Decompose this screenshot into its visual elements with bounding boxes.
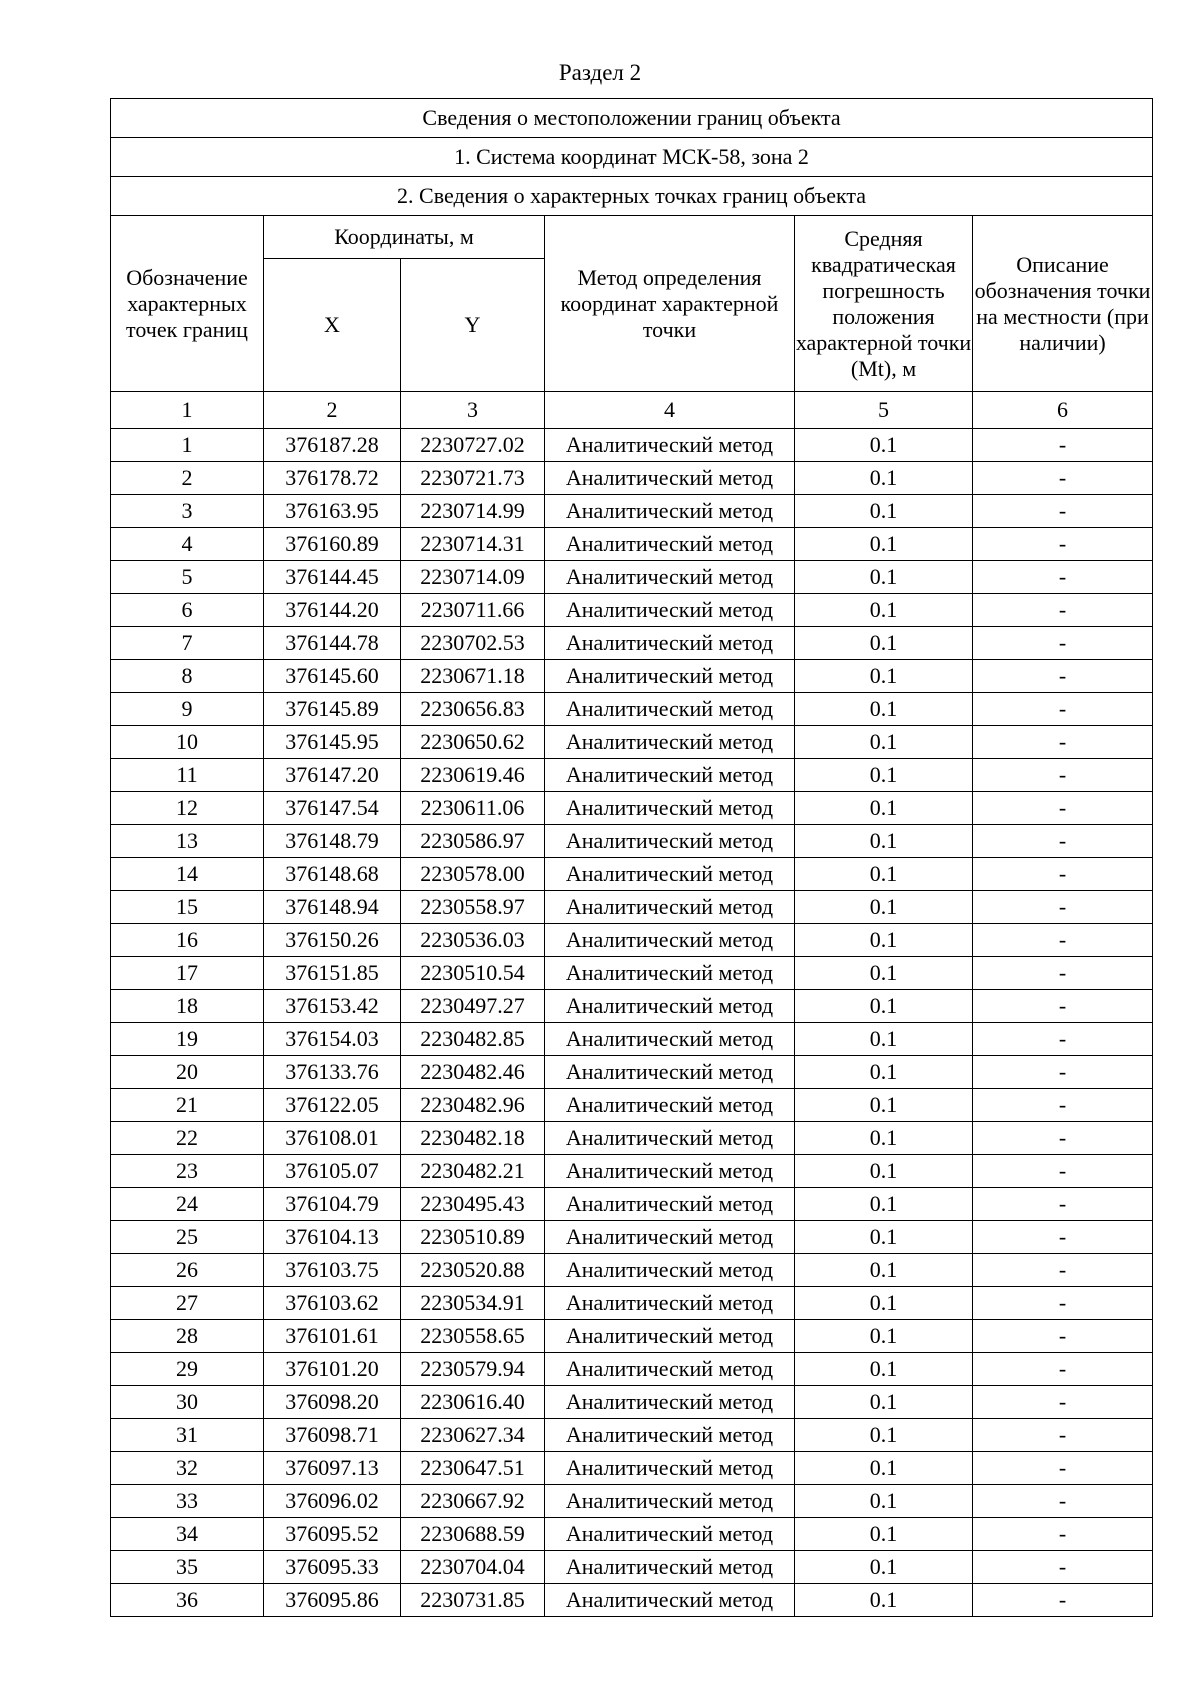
error-cell: 0.1 xyxy=(795,1023,973,1056)
y-coordinate-cell: 2230650.62 xyxy=(401,726,545,759)
x-coordinate-cell: 376178.72 xyxy=(264,462,401,495)
table-row xyxy=(111,528,1153,561)
point-number-cell: 25 xyxy=(111,1221,264,1254)
y-coordinate-cell: 2230731.85 xyxy=(401,1584,545,1617)
point-number-cell: 15 xyxy=(111,891,264,924)
table-row xyxy=(111,924,1153,957)
point-number-cell: 11 xyxy=(111,759,264,792)
error-cell: 0.1 xyxy=(795,792,973,825)
method-cell: Аналитический метод xyxy=(545,924,795,957)
x-coordinate-cell: 376133.76 xyxy=(264,1056,401,1089)
point-number-cell: 2 xyxy=(111,462,264,495)
error-cell: 0.1 xyxy=(795,1254,973,1287)
error-cell: 0.1 xyxy=(795,1287,973,1320)
table-row xyxy=(111,429,1153,462)
point-number-cell: 34 xyxy=(111,1518,264,1551)
column-number-row xyxy=(111,392,1153,429)
x-coordinate-cell: 376147.20 xyxy=(264,759,401,792)
point-number-cell: 3 xyxy=(111,495,264,528)
error-cell: 0.1 xyxy=(795,1221,973,1254)
method-cell: Аналитический метод xyxy=(545,792,795,825)
error-cell: 0.1 xyxy=(795,1419,973,1452)
column-number: 2 xyxy=(264,392,401,429)
table-row xyxy=(111,858,1153,891)
method-cell: Аналитический метод xyxy=(545,858,795,891)
x-coordinate-cell: 376151.85 xyxy=(264,957,401,990)
description-cell: - xyxy=(973,825,1153,858)
point-number-cell: 26 xyxy=(111,1254,264,1287)
section-title: Раздел 2 xyxy=(558,60,642,85)
table-row xyxy=(111,1056,1153,1089)
point-number-cell: 31 xyxy=(111,1419,264,1452)
y-coordinate-cell: 2230656.83 xyxy=(401,693,545,726)
table-row xyxy=(111,726,1153,759)
point-number-cell: 22 xyxy=(111,1122,264,1155)
x-coordinate-cell: 376145.95 xyxy=(264,726,401,759)
table-row xyxy=(111,495,1153,528)
description-cell: - xyxy=(973,1419,1153,1452)
y-coordinate-cell: 2230497.27 xyxy=(401,990,545,1023)
error-cell: 0.1 xyxy=(795,1485,973,1518)
column-number: 5 xyxy=(795,392,973,429)
description-cell: - xyxy=(973,990,1153,1023)
method-cell: Аналитический метод xyxy=(545,1320,795,1353)
x-coordinate-cell: 376101.20 xyxy=(264,1353,401,1386)
x-coordinate-cell: 376148.94 xyxy=(264,891,401,924)
description-cell: - xyxy=(973,957,1153,990)
method-cell: Аналитический метод xyxy=(545,1452,795,1485)
point-number-cell: 33 xyxy=(111,1485,264,1518)
method-cell: Аналитический метод xyxy=(545,1518,795,1551)
method-cell: Аналитический метод xyxy=(545,1584,795,1617)
point-number-cell: 13 xyxy=(111,825,264,858)
error-cell: 0.1 xyxy=(795,1155,973,1188)
y-coordinate-cell: 2230647.51 xyxy=(401,1452,545,1485)
point-number-cell: 12 xyxy=(111,792,264,825)
point-number-cell: 8 xyxy=(111,660,264,693)
error-cell: 0.1 xyxy=(795,660,973,693)
table-body xyxy=(111,429,1153,1617)
header-method: Метод определения координат характерной точки xyxy=(545,216,795,392)
column-number: 4 xyxy=(545,392,795,429)
x-coordinate-cell: 376160.89 xyxy=(264,528,401,561)
description-cell: - xyxy=(973,1122,1153,1155)
method-cell: Аналитический метод xyxy=(545,825,795,858)
point-number-cell: 29 xyxy=(111,1353,264,1386)
description-cell: - xyxy=(973,495,1153,528)
x-coordinate-cell: 376103.75 xyxy=(264,1254,401,1287)
error-cell: 0.1 xyxy=(795,891,973,924)
method-cell: Аналитический метод xyxy=(545,693,795,726)
x-coordinate-cell: 376144.78 xyxy=(264,627,401,660)
y-coordinate-cell: 2230520.88 xyxy=(401,1254,545,1287)
method-cell: Аналитический метод xyxy=(545,759,795,792)
table-title: Сведения о местоположении границ объекта xyxy=(111,99,1153,138)
method-cell: Аналитический метод xyxy=(545,1419,795,1452)
point-number-cell: 30 xyxy=(111,1386,264,1419)
x-coordinate-cell: 376095.33 xyxy=(264,1551,401,1584)
x-coordinate-cell: 376101.61 xyxy=(264,1320,401,1353)
point-number-cell: 23 xyxy=(111,1155,264,1188)
table-row xyxy=(111,1353,1153,1386)
table-row xyxy=(111,1485,1153,1518)
error-cell: 0.1 xyxy=(795,957,973,990)
point-number-cell: 32 xyxy=(111,1452,264,1485)
method-cell: Аналитический метод xyxy=(545,957,795,990)
method-cell: Аналитический метод xyxy=(545,1485,795,1518)
x-coordinate-cell: 376103.62 xyxy=(264,1287,401,1320)
table-row xyxy=(111,1452,1153,1485)
y-coordinate-cell: 2230482.21 xyxy=(401,1155,545,1188)
x-coordinate-cell: 376104.79 xyxy=(264,1188,401,1221)
table-row xyxy=(111,1386,1153,1419)
description-cell: - xyxy=(973,1353,1153,1386)
description-cell: - xyxy=(973,1485,1153,1518)
table-row xyxy=(111,594,1153,627)
y-coordinate-cell: 2230714.99 xyxy=(401,495,545,528)
point-number-cell: 4 xyxy=(111,528,264,561)
x-coordinate-cell: 376153.42 xyxy=(264,990,401,1023)
method-cell: Аналитический метод xyxy=(545,1188,795,1221)
description-cell: - xyxy=(973,1254,1153,1287)
description-cell: - xyxy=(973,1551,1153,1584)
point-number-cell: 20 xyxy=(111,1056,264,1089)
point-number-cell: 16 xyxy=(111,924,264,957)
method-cell: Аналитический метод xyxy=(545,1287,795,1320)
error-cell: 0.1 xyxy=(795,1056,973,1089)
description-cell: - xyxy=(973,1089,1153,1122)
table-row xyxy=(111,957,1153,990)
header-error: Средняя квадратическая погрешность положения характерной точки (Mt), м xyxy=(795,216,973,392)
description-cell: - xyxy=(973,528,1153,561)
point-number-cell: 7 xyxy=(111,627,264,660)
method-cell: Аналитический метод xyxy=(545,495,795,528)
method-cell: Аналитический метод xyxy=(545,1056,795,1089)
table-row xyxy=(111,792,1153,825)
method-cell: Аналитический метод xyxy=(545,1122,795,1155)
table-row xyxy=(111,462,1153,495)
description-cell: - xyxy=(973,660,1153,693)
y-coordinate-cell: 2230667.92 xyxy=(401,1485,545,1518)
table-row xyxy=(111,1221,1153,1254)
x-coordinate-cell: 376104.13 xyxy=(264,1221,401,1254)
x-coordinate-cell: 376144.45 xyxy=(264,561,401,594)
error-cell: 0.1 xyxy=(795,1122,973,1155)
table-row xyxy=(111,1023,1153,1056)
method-cell: Аналитический метод xyxy=(545,1353,795,1386)
point-number-cell: 14 xyxy=(111,858,264,891)
x-coordinate-cell: 376098.20 xyxy=(264,1386,401,1419)
y-coordinate-cell: 2230558.97 xyxy=(401,891,545,924)
point-number-cell: 21 xyxy=(111,1089,264,1122)
y-coordinate-cell: 2230495.43 xyxy=(401,1188,545,1221)
description-cell: - xyxy=(973,726,1153,759)
table-row xyxy=(111,660,1153,693)
y-coordinate-cell: 2230671.18 xyxy=(401,660,545,693)
header-y: Y xyxy=(401,259,545,392)
x-coordinate-cell: 376144.20 xyxy=(264,594,401,627)
table-row xyxy=(111,1584,1153,1617)
table-row xyxy=(111,1320,1153,1353)
y-coordinate-cell: 2230627.34 xyxy=(401,1419,545,1452)
table-row xyxy=(111,627,1153,660)
y-coordinate-cell: 2230714.31 xyxy=(401,528,545,561)
x-coordinate-cell: 376145.60 xyxy=(264,660,401,693)
method-cell: Аналитический метод xyxy=(545,429,795,462)
table-row xyxy=(111,1419,1153,1452)
description-cell: - xyxy=(973,561,1153,594)
error-cell: 0.1 xyxy=(795,1518,973,1551)
error-cell: 0.1 xyxy=(795,1452,973,1485)
table-row xyxy=(111,1518,1153,1551)
x-coordinate-cell: 376105.07 xyxy=(264,1155,401,1188)
point-number-cell: 28 xyxy=(111,1320,264,1353)
table-row xyxy=(111,1089,1153,1122)
x-coordinate-cell: 376154.03 xyxy=(264,1023,401,1056)
column-number: 3 xyxy=(401,392,545,429)
description-cell: - xyxy=(973,1188,1153,1221)
description-cell: - xyxy=(973,693,1153,726)
description-cell: - xyxy=(973,858,1153,891)
point-number-cell: 5 xyxy=(111,561,264,594)
boundary-points-table xyxy=(110,98,1153,1617)
error-cell: 0.1 xyxy=(795,726,973,759)
coordinate-system: 1. Система координат МСК-58, зона 2 xyxy=(111,138,1153,177)
table-row xyxy=(111,825,1153,858)
table-row xyxy=(111,1551,1153,1584)
method-cell: Аналитический метод xyxy=(545,561,795,594)
method-cell: Аналитический метод xyxy=(545,627,795,660)
error-cell: 0.1 xyxy=(795,495,973,528)
y-coordinate-cell: 2230619.46 xyxy=(401,759,545,792)
description-cell: - xyxy=(973,1518,1153,1551)
method-cell: Аналитический метод xyxy=(545,660,795,693)
y-coordinate-cell: 2230711.66 xyxy=(401,594,545,627)
description-cell: - xyxy=(973,1155,1153,1188)
header-description: Описание обозначения точки на местности (при наличии) xyxy=(973,216,1153,392)
y-coordinate-cell: 2230586.97 xyxy=(401,825,545,858)
error-cell: 0.1 xyxy=(795,924,973,957)
table-row xyxy=(111,990,1153,1023)
error-cell: 0.1 xyxy=(795,528,973,561)
point-number-cell: 36 xyxy=(111,1584,264,1617)
point-number-cell: 27 xyxy=(111,1287,264,1320)
error-cell: 0.1 xyxy=(795,1320,973,1353)
method-cell: Аналитический метод xyxy=(545,1221,795,1254)
header-designation: Обозначение характерных точек границ xyxy=(111,216,264,392)
point-number-cell: 35 xyxy=(111,1551,264,1584)
description-cell: - xyxy=(973,1221,1153,1254)
y-coordinate-cell: 2230714.09 xyxy=(401,561,545,594)
description-cell: - xyxy=(973,924,1153,957)
x-coordinate-cell: 376163.95 xyxy=(264,495,401,528)
point-number-cell: 19 xyxy=(111,1023,264,1056)
method-cell: Аналитический метод xyxy=(545,462,795,495)
description-cell: - xyxy=(973,1287,1153,1320)
error-cell: 0.1 xyxy=(795,1386,973,1419)
error-cell: 0.1 xyxy=(795,462,973,495)
x-coordinate-cell: 376145.89 xyxy=(264,693,401,726)
x-coordinate-cell: 376097.13 xyxy=(264,1452,401,1485)
error-cell: 0.1 xyxy=(795,594,973,627)
y-coordinate-cell: 2230688.59 xyxy=(401,1518,545,1551)
table-row xyxy=(111,1188,1153,1221)
y-coordinate-cell: 2230611.06 xyxy=(401,792,545,825)
table-row xyxy=(111,1254,1153,1287)
error-cell: 0.1 xyxy=(795,627,973,660)
x-coordinate-cell: 376187.28 xyxy=(264,429,401,462)
y-coordinate-cell: 2230534.91 xyxy=(401,1287,545,1320)
x-coordinate-cell: 376122.05 xyxy=(264,1089,401,1122)
method-cell: Аналитический метод xyxy=(545,1089,795,1122)
method-cell: Аналитический метод xyxy=(545,1254,795,1287)
x-coordinate-cell: 376147.54 xyxy=(264,792,401,825)
x-coordinate-cell: 376108.01 xyxy=(264,1122,401,1155)
description-cell: - xyxy=(973,1320,1153,1353)
method-cell: Аналитический метод xyxy=(545,1155,795,1188)
table-row xyxy=(111,561,1153,594)
y-coordinate-cell: 2230482.96 xyxy=(401,1089,545,1122)
table-row xyxy=(111,1287,1153,1320)
x-coordinate-cell: 376096.02 xyxy=(264,1485,401,1518)
error-cell: 0.1 xyxy=(795,561,973,594)
description-cell: - xyxy=(973,759,1153,792)
y-coordinate-cell: 2230578.00 xyxy=(401,858,545,891)
description-cell: - xyxy=(973,1452,1153,1485)
y-coordinate-cell: 2230616.40 xyxy=(401,1386,545,1419)
description-cell: - xyxy=(973,462,1153,495)
method-cell: Аналитический метод xyxy=(545,594,795,627)
description-cell: - xyxy=(973,891,1153,924)
y-coordinate-cell: 2230704.04 xyxy=(401,1551,545,1584)
point-number-cell: 17 xyxy=(111,957,264,990)
y-coordinate-cell: 2230558.65 xyxy=(401,1320,545,1353)
description-cell: - xyxy=(973,1023,1153,1056)
point-number-cell: 10 xyxy=(111,726,264,759)
method-cell: Аналитический метод xyxy=(545,990,795,1023)
description-cell: - xyxy=(973,594,1153,627)
table-row xyxy=(111,1122,1153,1155)
table-row xyxy=(111,891,1153,924)
x-coordinate-cell: 376095.86 xyxy=(264,1584,401,1617)
header-coordinates: Координаты, м xyxy=(264,216,545,259)
method-cell: Аналитический метод xyxy=(545,1023,795,1056)
description-cell: - xyxy=(973,429,1153,462)
point-number-cell: 9 xyxy=(111,693,264,726)
error-cell: 0.1 xyxy=(795,1188,973,1221)
point-number-cell: 6 xyxy=(111,594,264,627)
error-cell: 0.1 xyxy=(795,759,973,792)
header-x: X xyxy=(264,259,401,392)
y-coordinate-cell: 2230482.18 xyxy=(401,1122,545,1155)
x-coordinate-cell: 376150.26 xyxy=(264,924,401,957)
method-cell: Аналитический метод xyxy=(545,726,795,759)
error-cell: 0.1 xyxy=(795,693,973,726)
table-row xyxy=(111,759,1153,792)
table-subtitle: 2. Сведения о характерных точках границ объекта xyxy=(111,177,1153,216)
column-number: 6 xyxy=(973,392,1153,429)
y-coordinate-cell: 2230536.03 xyxy=(401,924,545,957)
description-cell: - xyxy=(973,1584,1153,1617)
y-coordinate-cell: 2230482.46 xyxy=(401,1056,545,1089)
error-cell: 0.1 xyxy=(795,858,973,891)
description-cell: - xyxy=(973,1386,1153,1419)
error-cell: 0.1 xyxy=(795,1089,973,1122)
error-cell: 0.1 xyxy=(795,825,973,858)
y-coordinate-cell: 2230579.94 xyxy=(401,1353,545,1386)
column-number: 1 xyxy=(111,392,264,429)
table-row xyxy=(111,1155,1153,1188)
method-cell: Аналитический метод xyxy=(545,1386,795,1419)
table-head xyxy=(111,99,1153,429)
error-cell: 0.1 xyxy=(795,429,973,462)
point-number-cell: 1 xyxy=(111,429,264,462)
table-row xyxy=(111,693,1153,726)
y-coordinate-cell: 2230721.73 xyxy=(401,462,545,495)
y-coordinate-cell: 2230727.02 xyxy=(401,429,545,462)
x-coordinate-cell: 376095.52 xyxy=(264,1518,401,1551)
error-cell: 0.1 xyxy=(795,1551,973,1584)
description-cell: - xyxy=(973,1056,1153,1089)
error-cell: 0.1 xyxy=(795,1584,973,1617)
y-coordinate-cell: 2230702.53 xyxy=(401,627,545,660)
y-coordinate-cell: 2230510.54 xyxy=(401,957,545,990)
y-coordinate-cell: 2230510.89 xyxy=(401,1221,545,1254)
error-cell: 0.1 xyxy=(795,990,973,1023)
description-cell: - xyxy=(973,627,1153,660)
method-cell: Аналитический метод xyxy=(545,891,795,924)
description-cell: - xyxy=(973,792,1153,825)
x-coordinate-cell: 376098.71 xyxy=(264,1419,401,1452)
point-number-cell: 18 xyxy=(111,990,264,1023)
x-coordinate-cell: 376148.79 xyxy=(264,825,401,858)
y-coordinate-cell: 2230482.85 xyxy=(401,1023,545,1056)
method-cell: Аналитический метод xyxy=(545,1551,795,1584)
x-coordinate-cell: 376148.68 xyxy=(264,858,401,891)
error-cell: 0.1 xyxy=(795,1353,973,1386)
point-number-cell: 24 xyxy=(111,1188,264,1221)
method-cell: Аналитический метод xyxy=(545,528,795,561)
